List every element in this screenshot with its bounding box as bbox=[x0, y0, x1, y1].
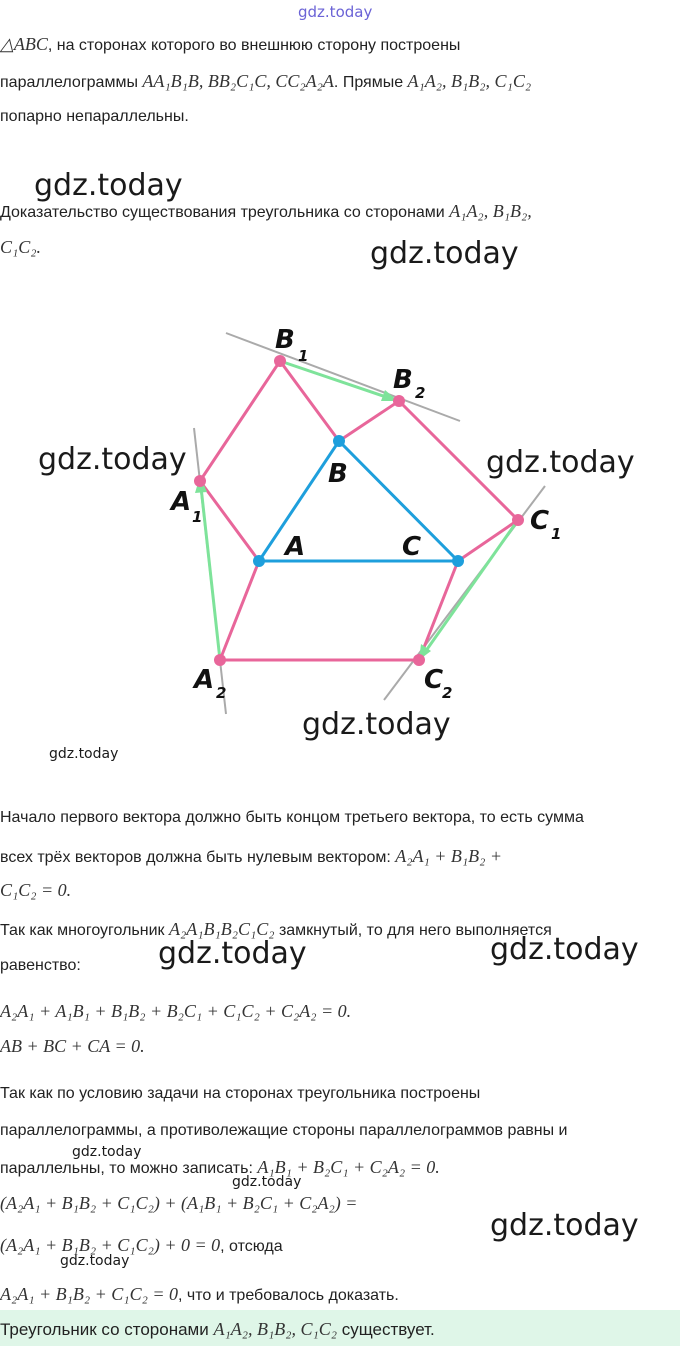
point-labels bbox=[169, 325, 561, 702]
label-c2: C bbox=[424, 665, 444, 695]
equation-2: AB + BC + CA = 0. bbox=[0, 1036, 145, 1056]
watermark: gdz.today bbox=[72, 1144, 142, 1160]
label-a: A bbox=[285, 532, 306, 562]
parallelogram-bb2c1c bbox=[339, 401, 518, 561]
label-b1: B bbox=[275, 325, 295, 355]
label-b: B bbox=[328, 459, 348, 489]
point-b bbox=[333, 435, 345, 447]
label-c1-sub: 1 bbox=[551, 525, 562, 543]
paragraph-3-line-2: параллелограммы, а противолежащие стороны параллелограммов равны и bbox=[0, 1122, 568, 1139]
label-c1: C bbox=[530, 506, 550, 536]
label-b2-sub: 2 bbox=[415, 384, 426, 402]
watermark: gdz.today bbox=[490, 932, 639, 967]
vector-b1b2 bbox=[280, 361, 392, 399]
paragraph-3-line-3: параллельны, то можно записать: A₁B₁ + B₂C₁ + C₂A₂ = 0. bbox=[0, 1157, 440, 1177]
equation-3: (A₂A₁ + B₁B₂ + C₁C₂) + (A₁B₁ + B₂C₁ + C₂A₂) = bbox=[0, 1193, 358, 1213]
label-c2-sub: 2 bbox=[442, 684, 453, 702]
paragraph-3-line-1: Так как по условию задачи на сторонах треугольника построены bbox=[0, 1085, 481, 1102]
paragraph-1-line-1: Начало первого вектора должно быть концом третьего вектора, то есть сумма bbox=[0, 809, 584, 826]
watermark: gdz.today bbox=[302, 707, 451, 742]
watermark: gdz.today bbox=[158, 936, 307, 971]
watermark: gdz.today bbox=[370, 236, 519, 271]
equation-4: (A₂A₁ + B₁B₂ + C₁C₂) + 0 = 0, отсюда bbox=[0, 1235, 283, 1255]
point-b1 bbox=[274, 355, 286, 367]
vector-arrowheads bbox=[195, 390, 431, 660]
point-a1 bbox=[194, 475, 206, 487]
watermark: gdz.today bbox=[49, 746, 119, 762]
line-b1b2 bbox=[226, 333, 460, 421]
point-c1 bbox=[512, 514, 524, 526]
watermark: gdz.today bbox=[34, 168, 183, 203]
vector-a2a1 bbox=[201, 487, 220, 660]
paragraph-1-line-3: C₁C₂ = 0. bbox=[0, 880, 72, 900]
point-c bbox=[452, 555, 464, 567]
problem-line-1: △ABC, на сторонах которого во внешнюю сторону построены bbox=[0, 34, 461, 54]
parallelogram-aa1b1b bbox=[200, 361, 339, 561]
label-b2: B bbox=[393, 365, 413, 395]
point-a2 bbox=[214, 654, 226, 666]
equation-1: A₂A₁ + A₁B₁ + B₁B₂ + B₂C₁ + C₁C₂ + C₂A₂ = 0. bbox=[0, 1001, 352, 1021]
watermark: gdz.today bbox=[486, 445, 635, 480]
paragraph-2-line-2: равенство: bbox=[0, 957, 81, 974]
label-a1: A bbox=[171, 487, 192, 517]
geometry-figure bbox=[0, 290, 680, 750]
equation-5: A₂A₁ + B₁B₂ + C₁C₂ = 0, что и требовалось доказать. bbox=[0, 1284, 399, 1304]
conclusion: Треугольник со сторонами A₁A₂, B₁B₂, C₁C₂ существует. bbox=[0, 1319, 435, 1339]
paragraph-2-line-1: Так как многоугольник A₂A₁B₁B₂C₁C₂ замкнутый, то для него выполняется bbox=[0, 919, 552, 939]
watermark: gdz.today bbox=[232, 1174, 302, 1190]
proof-heading: Доказательство существования треугольника со сторонами A₁A₂, B₁B₂, bbox=[0, 201, 532, 221]
points bbox=[194, 355, 524, 666]
math-triangle-abc: △ABC bbox=[0, 34, 48, 54]
label-c: C bbox=[402, 532, 422, 562]
watermark: gdz.today bbox=[38, 442, 187, 477]
watermark: gdz.today bbox=[60, 1253, 130, 1269]
label-a2: A bbox=[194, 665, 215, 695]
parallelograms bbox=[200, 361, 518, 660]
watermark-top: gdz.today bbox=[298, 3, 373, 21]
watermark: gdz.today bbox=[490, 1208, 639, 1243]
label-a1-sub: 1 bbox=[192, 508, 203, 526]
proof-heading-cont: C₁C₂. bbox=[0, 237, 42, 257]
problem-line-3: попарно непараллельны. bbox=[0, 108, 189, 125]
problem-line-2: параллелограммы AA₁B₁B, BB₂C₁C, CC₂A₂A. Прямые A₁A₂, B₁B₂, C₁C₂ bbox=[0, 71, 532, 91]
paragraph-1-line-2: всех трёх векторов должна быть нулевым вектором: A₂A₁ + B₁B₂ + bbox=[0, 846, 503, 866]
label-a2-sub: 2 bbox=[216, 684, 227, 702]
point-a bbox=[253, 555, 265, 567]
point-b2 bbox=[393, 395, 405, 407]
label-b1-sub: 1 bbox=[298, 347, 309, 365]
